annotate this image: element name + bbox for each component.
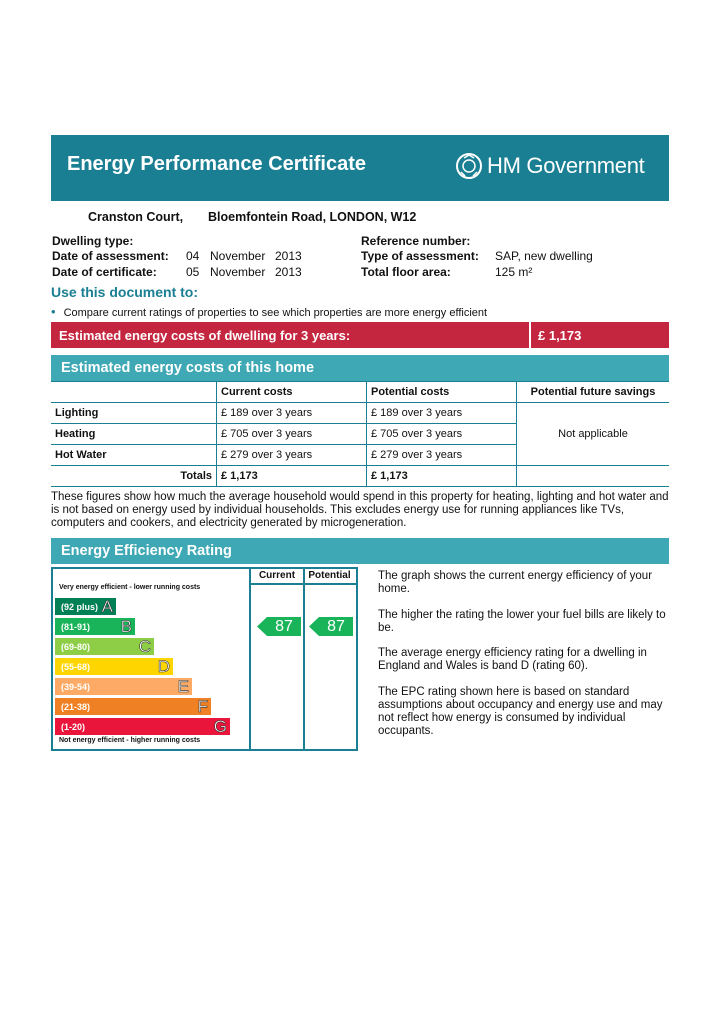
potential-header: Potential xyxy=(308,570,351,581)
rating-description-1: The graph shows the current energy efficiency of your home. xyxy=(378,570,653,595)
rating-band-e xyxy=(55,678,192,695)
current-rating-marker xyxy=(257,617,301,636)
date-certificate-day: 05 xyxy=(186,265,200,279)
row-label-hot-water: Hot Water xyxy=(51,445,217,466)
table-header-row xyxy=(51,382,669,403)
address-line-1: Cranston Court, xyxy=(88,210,184,224)
use-bullet-item xyxy=(51,304,487,319)
band-letter: B xyxy=(120,617,132,636)
band-range: (55-68) xyxy=(61,662,91,672)
floor-area-label: Total floor area: xyxy=(361,265,451,279)
cell-potential: £ 189 over 3 years xyxy=(367,403,517,424)
header-potential-costs: Potential costs xyxy=(367,382,517,403)
date-certificate-month: November xyxy=(210,265,266,279)
rating-band-b xyxy=(55,618,135,635)
header-potential-savings: Potential future savings xyxy=(517,382,670,403)
cell-potential: £ 705 over 3 years xyxy=(367,424,517,445)
costs-section-header xyxy=(51,355,669,381)
header-divider xyxy=(251,583,303,585)
page-title: Energy Performance Certificate xyxy=(67,153,367,175)
costs-section-title: Estimated energy costs of this home xyxy=(61,360,315,376)
rating-description-3: The average energy efficiency rating for a dwelling in England and Wales is band D (rating 60). xyxy=(378,647,647,672)
estimated-costs-banner xyxy=(51,322,669,348)
rating-section-title: Energy Efficiency Rating xyxy=(61,543,232,559)
band-range: (1-20) xyxy=(61,722,86,732)
totals-potential: £ 1,173 xyxy=(367,466,517,487)
band-range: (21-38) xyxy=(61,702,91,712)
date-assessment-label: Date of assessment: xyxy=(52,249,169,263)
band-letter: E xyxy=(177,677,189,696)
rating-band-c xyxy=(55,638,154,655)
rating-description-4: The EPC rating shown here is based on standard assumptions about occupancy and energy use and may not reflect how energy is consumed by individual occupants. xyxy=(378,686,663,737)
banner-divider xyxy=(529,322,531,348)
estimated-costs-value: £ 1,173 xyxy=(538,328,582,343)
cell-current: £ 279 over 3 years xyxy=(217,445,367,466)
band-range: (92 plus) xyxy=(61,602,99,612)
current-column xyxy=(249,567,305,751)
band-range: (69-80) xyxy=(61,642,91,652)
cell-current: £ 705 over 3 years xyxy=(217,424,367,445)
totals-row xyxy=(51,466,669,487)
address-line-2: Bloemfontein Road, LONDON, W12 xyxy=(208,210,417,224)
floor-area-value: 125 m² xyxy=(495,265,533,279)
bullet-icon: • xyxy=(51,304,56,319)
potential-rating-value: 87 xyxy=(327,618,345,635)
rating-band-g xyxy=(55,718,230,735)
header-divider xyxy=(303,583,356,585)
cell-potential: £ 279 over 3 years xyxy=(367,445,517,466)
rating-section-header xyxy=(51,538,669,564)
band-letter: C xyxy=(138,637,151,656)
rating-description-2: The higher the rating the lower your fuel bills are likely to be. xyxy=(378,609,666,634)
row-label-heating: Heating xyxy=(51,424,217,445)
header-current-costs: Current costs xyxy=(217,382,367,403)
totals-savings-empty xyxy=(517,466,670,487)
band-range: (39-54) xyxy=(61,682,91,692)
use-document-title: Use this document to: xyxy=(51,284,199,300)
bullet-text: Compare current ratings of properties to see which properties are more energy efficient xyxy=(63,307,488,319)
date-assessment-year: 2013 xyxy=(275,249,302,263)
cell-current: £ 189 over 3 years xyxy=(217,403,367,424)
assessment-type-value: SAP, new dwelling xyxy=(495,249,593,263)
certificate-header xyxy=(51,135,669,201)
bands-panel xyxy=(51,567,249,751)
row-label-lighting: Lighting xyxy=(51,403,217,424)
brand-name: HM Government xyxy=(487,153,645,178)
date-certificate-label: Date of certificate: xyxy=(52,265,157,279)
totals-label: Totals xyxy=(51,466,217,487)
header-cell-empty xyxy=(51,382,217,403)
assessment-type-label: Type of assessment: xyxy=(361,249,479,263)
rating-band-f xyxy=(55,698,211,715)
estimated-costs-label: Estimated energy costs of dwelling for 3 years: xyxy=(59,328,351,343)
top-caption: Very energy efficient - lower running costs xyxy=(59,584,201,591)
potential-rating-marker xyxy=(309,617,353,636)
band-range: (81-91) xyxy=(61,622,91,632)
date-certificate-year: 2013 xyxy=(275,265,302,279)
band-letter: G xyxy=(213,717,227,736)
band-letter: D xyxy=(157,657,170,676)
dwelling-type-label: Dwelling type: xyxy=(52,234,134,248)
current-rating-value: 87 xyxy=(275,618,293,635)
bottom-caption: Not energy efficient - higher running costs xyxy=(59,737,201,744)
costs-table xyxy=(51,381,669,487)
band-letter: A xyxy=(101,597,113,616)
cell-savings: Not applicable xyxy=(517,403,670,466)
totals-current: £ 1,173 xyxy=(217,466,367,487)
current-header: Current xyxy=(258,570,296,581)
rating-band-d xyxy=(55,658,173,675)
hm-government-logo xyxy=(455,151,644,181)
date-assessment-day: 04 xyxy=(186,249,200,263)
costs-note: These figures show how much the average household would spend in this property for heating, lighting and hot water and is not based on energy used by individual households. This excludes energy use for running appliances like TVs, computers and cookers, and electricity generated by microgeneration. xyxy=(51,491,669,529)
date-assessment-month: November xyxy=(210,249,266,263)
reference-label: Reference number: xyxy=(361,234,471,248)
potential-column xyxy=(303,567,358,751)
efficiency-rating-chart xyxy=(51,567,360,751)
band-letter: F xyxy=(197,697,208,716)
royal-crest-icon xyxy=(455,152,483,180)
rating-band-a xyxy=(55,598,116,615)
table-row xyxy=(51,403,669,424)
